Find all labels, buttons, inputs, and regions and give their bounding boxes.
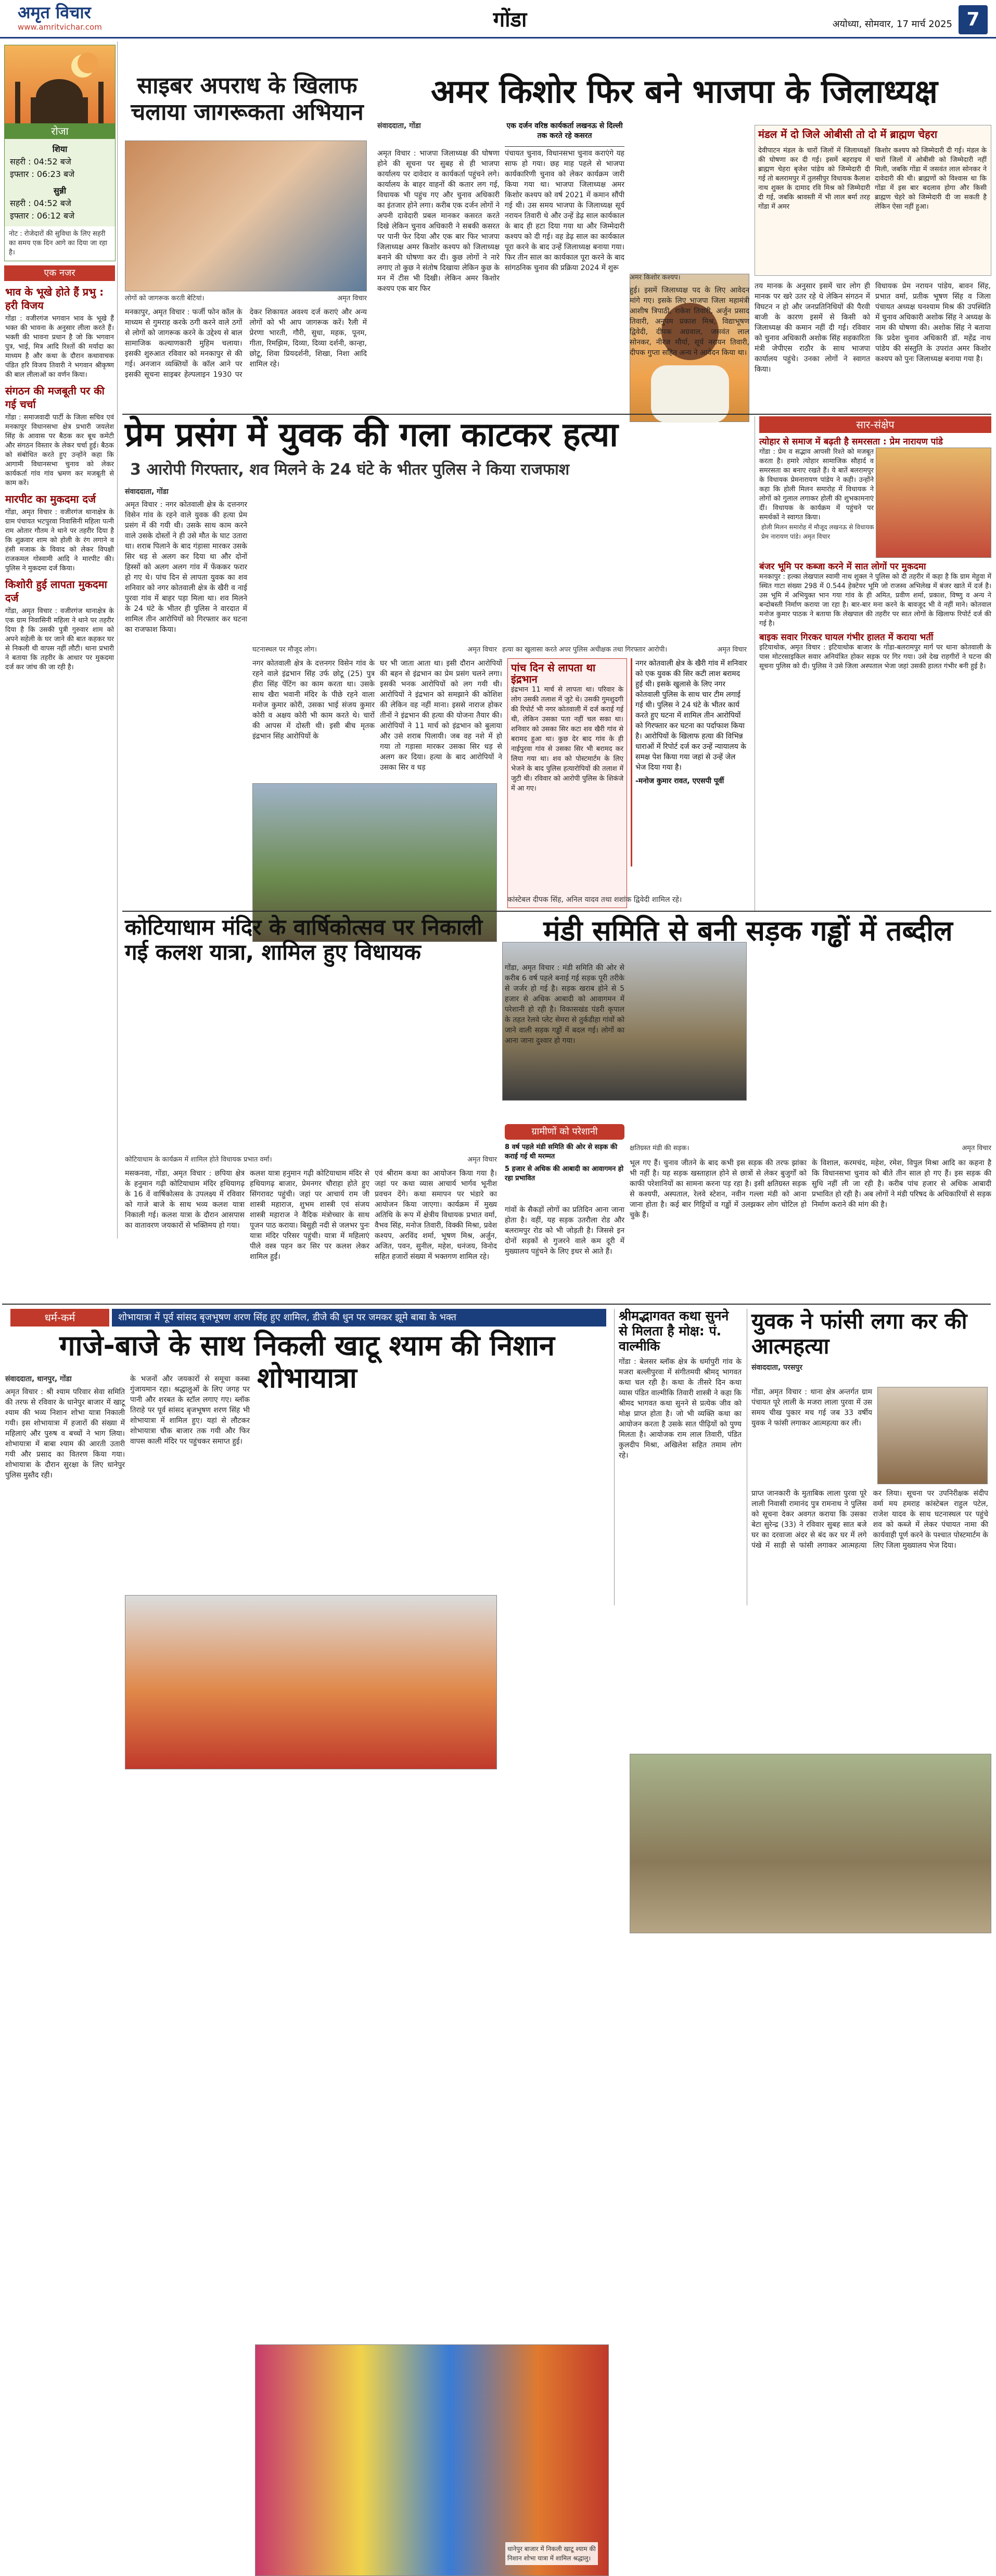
bhagwat-body: गोंडा : बेलसर ब्लॉक क्षेत्र के धर्मापुरी गांव के मजरा बल्लीपुरवा में संगीतमयी श्रीमद् भागवत कथा चल रही है। कथा के तीसरे दिन कथा व्यास पंडित वाल्मीकि तिवारी शास्त्री ने कहा कि श्रीमद भागवत कथा सुनने से प्रत्येक जीव को मोक्ष प्राप्त होता है। जो भी व्यक्ति कथा का आयोजन करता है उसके सात पीढ़ियों को पुण्य मिलता है। आयोजक राम लाल तिवारी, पंडित कुलदीप मिश्रा, अखिलेश सहित तमाम लोग रहे। (619, 1358, 742, 1460)
khatu-byline: संवाददाता, धानपुर, गोंडा (5, 1375, 72, 1383)
murder-headline-box (125, 416, 749, 463)
left-text-1: गोंडा : वजीरगंज भगवान भाव के भूखे हैं भक्त की भावना के अनुसार लीला करते हैं। भक्ती की भावना प्रधान है जो कि भगवान पुत्र, भाई, मित्र आदि रिश्तों की मर्यादा का माध्यम है और कथा के दौरान कथावाचक पंडित हरि विजय तिवारी ने भगवान श्रीकृष्ण की बाल लीलाओं का वर्णन किया। (5, 315, 114, 379)
bjp-body-4: तय मानक के अनुसार इसमें चार लोग ही मानक पर खरे उतर रहे थे लेकिन संगठन में विघटन न हो और जनप्रतिनिधियों की पैरवी बाजी के कारण इसमें से किसी को जिलाध्यक्ष की कमान नहीं दी गई। रविवार को चुनाव अधिकारी अशोक सिंह सहकारिता मंत्री जेपीएस राठौर के साथ भाजपा कार्यालय पहुंचे। उनका लोगों ने स्वागत किया। (755, 282, 870, 374)
road-box (505, 1124, 624, 1202)
shia-label: शिया (52, 144, 68, 154)
left-headline-1: भाव के भूखे होते हैं प्रभु : हरी विजय (5, 286, 104, 312)
road-caption-row (630, 1144, 991, 1154)
left-text-3: गोंडा, अमृत विचार : वजीरगंज थानाक्षेत्र के ग्राम पंचायत भटपुरवा निवासिनी महिला पत्नी राम ओतार गौतम ने थाने पर तहरीर दिया है कि शुक्रवार शाम को होली के रंग लगाने व हंसी मजाक के विवाद को लेकर विपक्षी राजकमल गोस्वामी आदि ने मारपीट की। पुलिस ने मुकदमा दर्ज किया। (5, 508, 114, 572)
murder-quote (631, 658, 748, 866)
sunni-sehri-time: 04:52 बजे (33, 198, 71, 208)
bjp-body-1: अमृत विचार : भाजपा जिलाध्यक्ष की घोषणा होने की सूचना पर सुबह से ही भाजपा कार्यालय पर दावेदार व कार्यकर्ता पहुंचने लगे। कार्यालय के बाहर वाहनों की कतार लग गई, विधायक भी पहुंच गए और चुनाव अधिकारी का इंतजार होने लगा। करीब एक दर्जन लोगों ने अपनी दावेदारी प्रबल मानकर कसरत करते दिखे लेकिन चुनाव अधिकारी ने सबकी कसरत पर पानी फेर दिया और एक बार फिर भाजपा जिलाध्यक्ष अमर किशोर कश्यप को जिलाध्यक्ष बनाने की घोषणा कर दी। कुछ लोगों ने नारे लगाए तो कुछ ने संतोष दिखाया लेकिन कुछ के मन में टीस भी दिखी। लेकिन अमर किशोर कश्यप एक बार फिर (377, 149, 500, 293)
bjp-kicker: एक दर्जन वरिष्ठ कार्यकर्ता लखनऊ से दिल्ली तक करते रहे कसरत (505, 121, 624, 147)
kalash-body-3: एवं श्रीराम कथा का आयोजन किया गया है। जहां पर कथा व्यास आचार्य भार्गव भूनीश प्रवचन देंगे। कथा समापन पर भंडारे का आयोजन किया जाएगा। कार्यक्रम में मुख्य अतिथि के रूप में क्षेत्रीय विधायक प्रभात वर्मा, वैभव सिंह, मनोज तिवारी, विक्की मिश्रा, प्रवेश कश्यप, अरविंद शर्मा, भूषण मिश्र, अर्जुन, अजित, पवन, सुनील, महेश, धनंजय, विनोद सहित हजारों संख्या में भक्तगण शामिल रहे। (375, 1169, 497, 1261)
roza-box (4, 45, 116, 261)
suicide-photo (877, 1387, 988, 1484)
kalash-photo (125, 1595, 497, 1769)
murder-body-1: अमृत विचार : नगर कोतवाली क्षेत्र के दत्तनगर विसेन गांव के रहने वाले युवक की हत्या प्रेम प्रसंग में की गयी थी। उसके साथ काम करने वाले उसके दोस्तों ने ही उसे मौत के घाट उतारा था। शराब पिलाने के बाद गंड़ासा मारकर उसके सिर धड़ से अलग कर दिया था और दोनों हिस्सों को अलग अलग गांव में फेंककर फरार हो गए थे। पांच दिन से लापता युवक का शव शनिवार को नगर कोतवाली क्षेत्र के खैरी व नाई पुरवा गांव में बाहर पड़ा मिला था। शव मिलने के 24 घंटे के भीतर ही पुलिस ने वारदात में शामिल तीन आरोपियों को गिरफ्तार कर घटना का राजफाश किया। (125, 501, 247, 634)
bjp-byline: संवाददाता, गोंडा (377, 122, 421, 130)
road-photo (630, 1754, 991, 1933)
murder-caption-2: हत्या का खुलासा करते अपर पुलिस अधीक्षक तथा गिरफ्तार आरोपी। (502, 646, 668, 654)
sar-text-2: मनकापुर : हल्का लेखपाल स्वामी नाथ शुक्ल ने पुलिस को दी तहरीर में कहा है कि ग्राम मेहुवा में स्थित गाटा संख्या 298 में 0.544 हेक्टेयर भूमि जो राजस्व अभिलेख में बंजर खाते में दर्ज है। उस भूमि में अभियुक्त भान गया गांव के ही अमित, प्रवीण शर्मा, प्रकाश, विष्णु व अन्य ने बन्दोबस्ती निर्माण कराया जा रहा है। बार-बार मना करने के बावजूद भी वे नहीं माने। कोतवाल मनोज कुमार पाठक ने बताया कि लेखपाल की तहरीर पर सात लोगों के खिलाफ रिपोर्ट दर्ज की गई है। (759, 573, 991, 628)
road-body-4: के विशाल, करमचंद, महेश, रमेश, विपुल मिश्रा आदि का कहना है कि विधानसभा चुनाव को बीते तीन साल हो गए हैं। इस सड़क की सुधि नहीं ली जा रही है। करीब पांच हजार से अधिक आबादी प्रभावित हो रही है। अब लोगों ने मंडी परिषद के अधिकारियों से सड़क निर्माण कराने की मांग की है। (812, 1159, 991, 1209)
kalash-credit: अमृत विचार (467, 1156, 497, 1164)
bhagwat-headline: श्रीमद्भागवत कथा सुनने से मिलता है मोक्ष: पं. वाल्मीकि (619, 1308, 729, 1354)
road-box-point-1: 8 वर्ष पहले मंडी समिति की ओर से सड़क की कराई गई थी मरम्मत (505, 1143, 618, 1161)
road-credit: अमृत विचार (962, 1144, 991, 1152)
murder-caption-2-row (502, 645, 747, 656)
murder-body-2: नगर कोतवाली क्षेत्र के दत्तनगर विसेन गांव के रहने वाले इंद्रभान सिंह उर्फ छोटू (25) पुत्र हीरा सिंह पेंटिंग का काम करता था। उसके साथ खैरा भवानी मंदिर के पीछे रहने वाला मनोज कुमार कोरी, उसका भाई संजय कुमार कोरी व अक्षय कोरी भी काम करते थे। चारों की आपस में दोस्ती थी। इसी बीच मृतक इंद्रभान सिंह आरोपियों के (252, 659, 375, 741)
road-body-1: गोंडा, अमृत विचार : मंडी समिति की ओर से करीब 6 वर्ष पहले बनाई गई सड़क पूरी तरीके से जर्जर हो गई है। सड़क खराब होने से 5 हजार से अधिक आबादी को आवागमन में परेशानी हो रही है। विकासखंड पंडरी कृपाल के तहत रेलवे प्लेट सेमरा से तुर्कडीहा गांवों को जाने वाली सड़क गड्ढों में बदल गई। लोगों का आना जाना दुश्वार हो गया। (505, 964, 624, 1045)
road-caption: क्षतिग्रस्त मंडी की सड़क। (630, 1144, 689, 1152)
shia-sehri-time: 04:52 बजे (33, 157, 71, 167)
murder-box-headline: पांच दिन से लापता था इंद्रभान (511, 661, 596, 685)
ek-nazar-tag: एक नजर (4, 265, 115, 281)
murder-quote-text: नगर कोतवाली क्षेत्र के खैरी गांव में शनिवार को एक युवक की सिर कटी लाश बरामद हुई थी। इसके खुलासे के लिए नगर कोतवाली पुलिस के साथ चार टीम लगाई गई थी। पुलिस ने 24 घंटे के भीतर कार्य करते हुए घटना में शामिल तीन आरोपियों को गिरफ्तार कर घटना का पर्दाफाश किया है। आरोपियों के खिलाफ हत्या की विभिन्न धाराओं में रिपोर्ट दर्ज कर उन्हें न्यायालय के समक्ष पेश किया गया जहां से उन्हें जेल भेज दिया गया है। (635, 659, 747, 772)
murder-footer: कांस्टेबल दीपक सिंह, अनिल यादव तथा शशांक द्विवेदी शामिल रहे। (507, 896, 682, 904)
suicide-column (747, 1309, 991, 1605)
bjp-mandal-box (755, 125, 991, 276)
sunni-sehri-row (10, 197, 110, 210)
left-headline-4: किशोरी हुई लापता मुकदमा दर्ज (5, 578, 107, 604)
murder-credit-1: अमृत विचार (467, 646, 497, 654)
mosque-illustration (5, 45, 115, 123)
left-column (2, 42, 118, 1239)
khatu-body-1: अमृत विचार : श्री श्याम परिवार सेवा समिति की तरफ से रविवार के धानेपुर बाजार में खाटू श्याम की भव्य निशान शोभा यात्रा निकाली गयी। इस शोभायात्रा में हजारों की संख्या में महिलाएं और पुरुष व बच्चों ने भाग लिया। शोभायात्रा में बाबा श्याम की आरती उतारी गयी और प्रसाद का वितरण किया गया। शोभायात्रा के दौरान सुरक्षा के लिए धानेपुर पुलिस मुस्तैद रही। (5, 1388, 125, 1480)
sehri-label: सहरी : (10, 198, 31, 208)
bjp-caption: अमर किशोर कश्यप। (630, 274, 681, 282)
sunni-iftar-row (10, 210, 110, 222)
cyber-photo (125, 141, 367, 291)
khatu-photo (255, 2344, 609, 2576)
kalash-body-1: मसकनवा, गोंडा, अमृत विचार : छपिया क्षेत्र के हनुमान गढ़ी कोटियाधाम मंदिर हथियागढ़ के 16 वें वार्षिकोत्सव के उपलक्ष्य में रविवार को गाजे बाजे के साथ भव्य कलश यात्रा निकाली गई। कलश यात्रा के दौरान आसपास का वातावरण जयकारों से भक्तिमय हो गया। (125, 1169, 245, 1230)
roza-timings (5, 139, 115, 226)
road-headline: मंडी समिति से बनी सड़क गड्ढों में तब्दील (543, 914, 953, 947)
iftar-label: इफ्तार : (10, 169, 34, 179)
sunni-iftar-time: 06:12 बजे (36, 211, 75, 221)
sar-tag: सार-संक्षेप (759, 416, 991, 433)
khatu-kicker: शोभायात्रा में पूर्व सांसद बृजभूषण शरण सिंह हुए शामिल, डीजे की धुन पर जमकर झूमे बाबा के भक्त (112, 1309, 606, 1327)
road-headline-box (505, 915, 991, 957)
murder-box-body: इंद्रभान 11 मार्च से लापता था। परिवार के लोग उसकी तलाश में जुटे थे। उसकी गुमशुदगी की रिपोर्ट भी नगर कोतवाली में दर्ज कराई गई थी, लेकिन उसका पता नहीं चल सका था। शनिवार को उसका सिर कटा शव खैरी गांव से बरामद हुआ था। कुछ देर बाद गांव के ही नाईपुरवा गांव से उसका सिर भी बरामद कर लिया गया था। शव को पोस्टमार्टम के लिए भेजने के बाद पुलिस हत्यारोपियों की तलाश में जुटी थी। रविवार को आरोपी पुलिस के शिकंजे में आ गए। (511, 686, 623, 793)
murder-subhead: 3 आरोपी गिरफ्तार, शव मिलने के 24 घंटे के भीतर पुलिस ने किया राजफाश (130, 461, 570, 479)
sar-text-1: गोंडा : प्रेम व सद्भाव आपसी रिश्ते को मजबूत करता है। हमारे त्योहार सामाजिक सौहार्द व समरसता का बनाए रखते हैं। ये बातें बलरामपुर के विधायक प्रेमनारायण पांडेय ने कही। उन्होंने कहा कि होली मिलन समारोह में विधायक ने लोगों को गुलाल लगाकर होली की शुभकामनाएं दीं। विधायक के कार्यक्रम में पहुंचने पर समर्थकों ने स्वागत किया। (759, 448, 874, 521)
left-headline-2: संगठन की मजबूती पर की गई चर्चा (5, 385, 105, 411)
khatu-headline: गाजे-बाजे के साथ निकली खाटू श्याम की निशान शोभायात्रा (59, 1329, 555, 1395)
bjp-body-5: विधायक प्रेम नरायन पांडेय, बावन सिंह, प्रभात वर्मा, प्रतीक भूषण सिंह व जिला पंचायत अध्यक्ष घनश्याम मिश्र की उपस्थिति में चुनाव अधिकारी अशोक सिंह ने अध्यक्ष के नाम की घोषणा की। अशोक सिंह ने बताया कि प्रदेश चुनाव अधिकारी डॉ. महेंद्र नाथ पांडेय की संस्तुति के उपरांत अमर किशोर कश्यप को पुनः जिलाध्यक्ष बनाया गया है। (875, 282, 991, 363)
dharm-karm-tag: धर्म-कर्म (10, 1309, 109, 1327)
murder-body-3: घर भी जाता आता था। इसी दौरान आरोपियों की बहन से इंद्रभान का प्रेम प्रसंग चलने लगा। इसकी भनक आरोपियों को लग गयी थी। आरोपियों ने इंद्रभान को समझाने की कोशिश की लेकिन वह नहीं माना। इससे नाराज होकर तीनों ने इंद्रभान की हत्या की योजना तैयार की। आरोपियों ने 11 मार्च को इंद्रभान को बुलाया और उसे शराब पिलायी। जब वह नशे में हो गया तो गड़ासा मारकर उसका सिर धड़ से अलग कर दिया। हत्या के बाद आरोपियों ने उसका सिर व धड़ (380, 659, 502, 772)
cyber-headline-box (125, 73, 369, 135)
sar-credit: अमृत विचार (802, 533, 831, 540)
sar-headline-1: त्योहार से समाज में बढ़ती है समरसता : प्रेम नारायण पांडे (759, 437, 943, 447)
divider (2, 1304, 991, 1305)
cyber-caption: लोगों को जागरूक करती बेटियां। (125, 295, 205, 302)
kalash-headline-box (125, 915, 500, 977)
mandal-headline: मंडल में दो जिले ओबीसी तो दो में ब्राह्मण चेहरा (758, 128, 938, 141)
kalash-body-2: कलश यात्रा हनुमान गढ़ी कोटियाधाम मंदिर से हथियागढ़ बाजार, प्रेमनगर चौराहा होते हुए सिंगरावट पहुंची। जहां पर आचार्य राम जी शास्त्री महाराज, शुभम शास्त्री एवं संजय शास्त्री महाराज ने वैदिक मंत्रोच्चार के साथ पूजन पाठ कराया। बिसुही नदी से जलभर पुनः यात्रा मंदिर परिसर पहुंची। यात्रा में महिलाएं पीले वस्त्र पहन कर सिर पर कलश लेकर शामिल हुईं। (250, 1169, 369, 1261)
shia-iftar-row (10, 168, 110, 181)
masthead (0, 0, 996, 39)
brand-block (18, 3, 137, 35)
sar-caption-text: होली मिलन समारोह में मौजूद लखनऊ से विधायक प्रेम नारायण पांडे। (761, 524, 874, 540)
road-body-2: गांवों के सैकड़ों लोगों का प्रतिदिन आना जाना होता है। वहीं, यह सड़क उतरौला रोड और बलरामपुर रोड को भी जोड़ती है। जिससे इन दोनों सड़कों से गुजरने वाले कम दूरी में मुख्यालय पहुंचने के लिए इधर से आते हैं। (505, 1206, 624, 1256)
suicide-headline: युवक ने फांसी लगा कर की आत्महत्या (751, 1308, 967, 1359)
cyber-credit: अमृत विचार (337, 295, 367, 302)
mosque-icon (5, 45, 115, 123)
sar-column (755, 416, 991, 911)
bjp-headline-box (377, 73, 991, 120)
suicide-body-1: गोंडा, अमृत विचार : थाना क्षेत्र अन्तर्गत ग्राम पंचायत पूरे लाली के मजरा लाला पुरवा में उस समय चीख पुकार मच गई जब 33 वर्षीय युवक ने फांसी लगाकर आत्महत्या कर ली। (751, 1388, 872, 1427)
sehri-label: सहरी : (10, 157, 31, 167)
sar-caption (761, 522, 876, 541)
murder-box (507, 658, 627, 908)
mandal-body-2: किशोर कश्यप को जिम्मेदारी दी गई। मंडल के चारों जिलों में ओबीसी को जिम्मेदारी नहीं मिली, जबकि गोंडा में जसवंत लाल सोनकर ने दावेदारी की थी। ब्राह्मणों को विश्वास था कि गोंडा में इस बार बदलाव होगा और किसी ब्राह्मण चेहरे को जिम्मेदारी दी जा सकती है लेकिन ऐसा नहीं हुआ। (875, 147, 987, 211)
divider (122, 414, 991, 415)
left-headline-3: मारपीट का मुकदमा दर्ज (5, 493, 96, 505)
murder-credit-2: अमृत विचार (717, 646, 747, 654)
sar-headline-2: बंजर भूमि पर कब्जा करने में सात लोगों पर मुकदमा (759, 562, 926, 572)
mandal-body-1: देवीपाटन मंडल के चारों जिलों में जिलाध्यक्षों की घोषणा कर दी गई। इसमें बहराइच में ब्राह्मण चेहरा बृजेश पांडेय को जिम्मेदारी दी गई तो बलरामपुर में तुलसीपुर विधायक कैलाश नाथ शुक्ल के दामाद रवि मिश्र को जिम्मेदारी दी गई, जबकि श्रावस्ती में भी लाल बर्मा तरह गोंडा में अमर (758, 147, 870, 211)
left-text-4: गोंडा, अमृत विचार : वजीरगंज थानाक्षेत्र के एक ग्राम निवासिनी महिला ने थाने पर तहरीर दिया है कि उसकी पुत्री गुरुवार शाम को अपने सहेली के घर जाने की बात कहकर घर से निकली थी वापस नहीं लौटी। थाना प्रभारी ने बताया कि तहरीर के आधार पर मुकदमा दर्ज कर जांच की जा रही है। (5, 607, 114, 671)
shia-iftar-time: 06:23 बजे (36, 169, 75, 179)
bjp-headline: अमर किशोर फिर बने भाजपा के जिलाध्यक्ष (430, 72, 938, 110)
murder-headline: प्रेम प्रसंग में युवक की गला काटकर हत्या (125, 416, 618, 454)
bjp-body-2: पंचायत चुनाव, विधानसभा चुनाव कराएंगे यह साफ हो गया। छह माह पहले से भाजपा कार्यकारिणी चुनाव को लेकर कार्यक्रम जारी किया गया था। भाजपा जिलाध्यक्ष अमर किशोर कश्यप को वर्ष 2021 में कमान सौंपी गई थी। उस समय भाजपा के जिलाध्यक्ष सूर्य नरायन तिवारी थे और उन्हें डेढ़ साल कार्यकाल के बाद ही हटा दिया गया था और जिम्मेदारी कश्यप को दी गई। वह डेढ़ साल का कार्यकाल पूरा करने के बाद उन्हें जिलाध्यक्ष बनाया गया। फिर तीन साल का कार्यकाल पूरा करने के बाद सांगठनिक चुनाव की प्रक्रिया 2024 में शुरू (505, 149, 624, 272)
dateline: अयोध्या, सोमवार, 17 मार्च 2025 (832, 19, 952, 30)
cyber-headline: साइबर अपराध के खिलाफ चलाया जागरूकता अभियान (131, 72, 364, 125)
page-number: 7 (959, 5, 988, 34)
sar-photo (876, 448, 991, 558)
kalash-headline: कोटियाधाम मंदिर के वार्षिकोत्सव पर निकाली गई कलश यात्रा, शामिल हुए विधायक (125, 914, 483, 965)
bjp-body-3: हुई। इसमें जिलाध्यक्ष पद के लिए आवेदन मांगे गए। इसके लिए भाजपा जिला महामंत्री आशीष त्रिपाठी, राकेश तिवारी, अर्जुन प्रसाद तिवारी, अनुपम प्रकाश मिश्र, विद्याभूषण द्विवेदी, दीपक अग्रवाल, जसवंत लाल सोनकर, नीरज मौर्या, सूर्य नरायन तिवारी, दीपक गुप्ता सहित अन्य ने आवेदन किया था। (630, 286, 749, 357)
murder-caption-1: घटनास्थल पर मौजूद लोग। (252, 646, 317, 654)
murder-quote-by: -मनोज कुमार रावत, एएसपी पूर्वी (635, 777, 724, 785)
khatu-caption: धानेपुर बाजार में निकली खाटू श्याम की निशान शोभा यात्रा में शामिल श्रद्धालु। (505, 2542, 598, 2565)
road-body-3: भूल गए हैं। चुनाव जीतने के बाद कभी इस सड़क की तरफ झांका भी नहीं है। यह सड़क खस्ताहाल होने से छात्रों से लेकर बुजुर्गों को काफी परेशानियों का सामना करना पड़ रहा है। इसी क्षतिग्रस्त सड़क से कश्यपी, अस्पताल, रेलवे स्टेशन, नवीन गल्ला मंडी को आना जाना होता है। कई बार गिट्टियों व गड्ढों में उलझकर लोग चोटिल हो चुके हैं। (630, 1159, 807, 1219)
suicide-body-2: प्राप्त जानकारी के मुताबिक लाला पुरवा पूरे लाली निवासी रामानंद पुत्र रामनाथ ने पुलिस को सूचना देकर अवगत कराया कि उसका बेटा सुरेन्द्र (33) ने रविवार सुबह सात बजे घर का दरवाजा अंदर से बंद कर घर में लगे पंखे में साड़ी से फांसी लगाकर आत्महत्या कर लिया। सूचना पर उपनिरीक्षक संदीप वर्मा मय हमराह कांस्टेबल राहुल पटेल, राजेश यादव के साथ घटनास्थल पर पहुंचे शव को कब्जे में लेकर पंचायत नामा की कार्यवाही पूर्ण करने के पश्चात पोस्टमार्टम के लिए जिला मुख्यालय भेज दिया। (751, 1489, 988, 1550)
murder-caption-1-row (252, 645, 497, 656)
divider (122, 911, 991, 912)
road-box-point-2: 5 हजार से अधिक की आबादी का आवागमन हो रहा प्रभावित (505, 1165, 624, 1182)
brand-name: अमृत विचार (18, 3, 91, 22)
shia-sehri-row (10, 156, 110, 168)
cyber-caption-row (125, 294, 367, 304)
brand-url[interactable]: www.amritvichar.com (18, 22, 102, 32)
murder-byline: संवाददाता, गोंडा (125, 488, 169, 496)
road-box-headline: ग्रामीणों को परेशानी (505, 1124, 624, 1140)
suicide-byline: संवाददाता, परसपुर (751, 1363, 802, 1372)
sar-headline-3: बाइक सवार गिरकर घायल गंभीर हालत में कराया भर्ती (759, 632, 934, 643)
khatu-body-2: के भजनों और जयकारों से समूचा कस्बा गुंजायमान रहा। श्रद्धालुओं के लिए जगह पर पानी और शरबत के स्टॉल लगाए गए। ब्लॉक तिराहे पर पूर्व सांसद बृजभूषण शरण सिंह भी शोभायात्रा में शामिल हुए। यहां से लौटकर शोभायात्रा चौक बाजार तक गयी और फिर वापस काली मंदिर पर पहुंचकर समाप्त हुई। (130, 1375, 250, 1446)
left-text-2: गोंडा : समाजवादी पार्टी के जिला सचिव एवं मनकापुर विधानसभा क्षेत्र प्रभारी जयलेश सिंह के आवास पर बैठक कर बूथ कमेटी और संगठन विस्तार के लेकर चर्चा हुई। बैठक को संबोधित करते हुए उन्होंने कहा कि आगामी विधानसभा चुनाव को लेकर कार्यकर्ता गांव गांव भ्रमण कर मजबूती से काम करें। (5, 414, 114, 487)
iftar-label: इफ्तार : (10, 211, 34, 221)
sar-text-3: इटियाथोक, अमृत विचार : इटियाथोक बाजार के गोंडा-बलरामपुर मार्ग पर थाना कोतवाली के पास मोटरसाइकिल सवार अनियंत्रित होकर सड़क पर गिर गया। उसे देख राहगीरों ने घटना की सूचना पुलिस को दी। पुलिस ने उसे जिला अस्पताल भेजा जहां उसकी हालत गंभीर बनी हुई है। (759, 644, 991, 670)
bhagwat-column (614, 1309, 742, 1605)
roza-title: रोजा (5, 123, 115, 139)
sunni-label: सुन्नी (53, 186, 67, 196)
cyber-body: मनकापुर, अमृत विचार : फर्जी फोन कॉल के माध्यम से गुमराह करके ठगी करने वाले ठगों से लोगों को जागरूक करने के उद्देश्य से बाल सामाजिक कल्याणकारी मुहिम चलाया। इसकी शुरुआत रविवार को मनकापुर से की गई। अनजान व्यक्तियों के कॉल आने पर इसकी सूचना साइबर हेल्पलाइन 1930 पर देकर शिकायत अवश्य दर्ज कराएं और अन्य लोगों को भी आप जागरूक करें। रैली में प्रेरणा भारती, गौरी, सुधा, महक, पूनम, गीता, रिमझिम, दिव्या, दिव्या दर्शनी, कान्हा, छोटू, शिवा प्रियदर्शनी, शिखा, निशा आदि शामिल रहे। (125, 308, 367, 379)
kalash-caption-row (125, 1155, 497, 1166)
roza-note: नोट : रोजेदारों की सुविधा के लिए सहरी का समय एक दिन आगे का दिया जा रहा है। (9, 230, 107, 257)
kalash-caption: कोटियाधाम के कार्यक्रम में शामिल होते विधायक प्रभात वर्मा। (125, 1156, 272, 1164)
section-title: गोंडा (493, 8, 527, 32)
